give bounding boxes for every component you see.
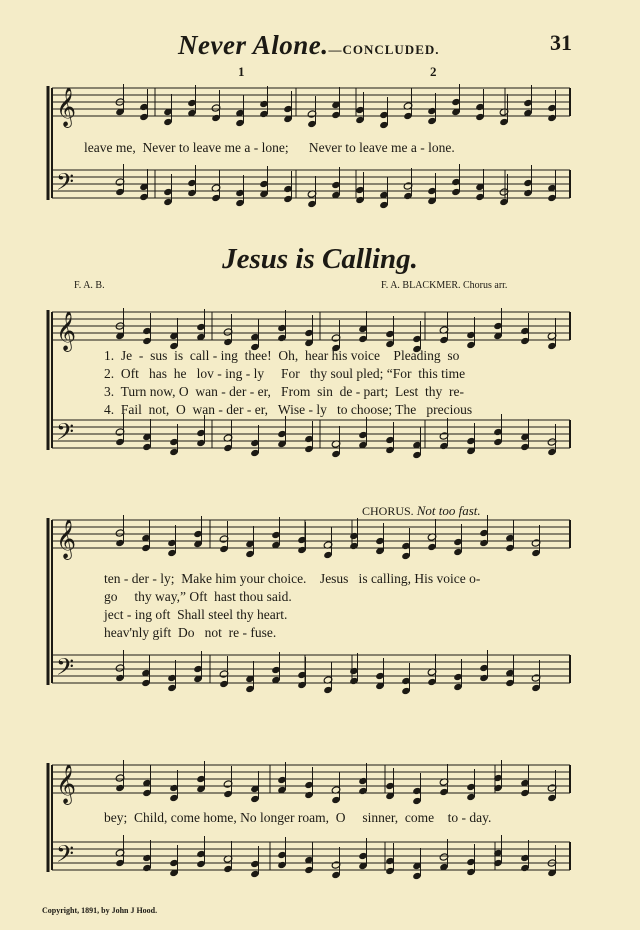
svg-text:𝄢: 𝄢 bbox=[56, 653, 75, 686]
svg-text:𝄢: 𝄢 bbox=[56, 840, 75, 873]
chorus-lyrics: bey; Child, come home, No longer roam, O sinner, come to - day. bbox=[104, 810, 492, 825]
svg-text:𝄢: 𝄢 bbox=[56, 418, 75, 451]
verse3-line: 3. Turn now, O wan - der - er, From sin de - part; Lest thy re- bbox=[104, 384, 465, 399]
ending-1-label: 1 bbox=[238, 64, 245, 79]
svg-text:𝄞: 𝄞 bbox=[56, 311, 77, 351]
hymn2-author-right: F. A. BLACKMER. Chorus arr. bbox=[381, 280, 508, 291]
hymn2-title: Jesus is Calling. bbox=[222, 243, 418, 275]
ending-2-label: 2 bbox=[430, 64, 437, 79]
verse4-line: 4. Fail not, O wan - der - er, Wise - ly to choose; The precious bbox=[104, 402, 473, 417]
svg-text:𝄞: 𝄞 bbox=[56, 764, 77, 804]
copyright-notice: Copyright, 1891, by John J Hood. bbox=[42, 906, 158, 915]
svg-text:𝄞: 𝄞 bbox=[56, 519, 77, 559]
chorus-label: CHORUS. Not too fast. bbox=[362, 503, 481, 518]
svg-text:𝄞: 𝄞 bbox=[56, 87, 77, 127]
hymn1-subtitle: —CONCLUDED. bbox=[328, 42, 440, 57]
hymn1-title: Never Alone.—CONCLUDED. bbox=[178, 30, 440, 60]
page-number: 31 bbox=[550, 30, 572, 55]
svg-text:𝄢: 𝄢 bbox=[56, 168, 75, 201]
tempo-marking: Not too fast. bbox=[416, 503, 481, 518]
hymn2-author-left: F. A. B. bbox=[74, 280, 105, 291]
verse4-continuation: heav'nly gift Do not re - fuse. bbox=[104, 625, 277, 640]
verse1-line: 1. Je - sus is call - ing thee! Oh, hear his voice Pleading so bbox=[104, 348, 460, 363]
verse2-continuation: go thy way,” Oft hast thou said. bbox=[104, 589, 292, 604]
verse2-line: 2. Oft has he lov - ing - ly For thy soul pled; “For this time bbox=[104, 366, 466, 381]
verse1-continuation: ten - der - ly; Make him your choice. Jesus is calling, His voice o- bbox=[104, 571, 481, 586]
verse3-continuation: ject - ing oft Shall steel thy heart. bbox=[104, 607, 288, 622]
hymn1-lyrics: leave me, Never to leave me a - lone; Never to leave me a - lone. bbox=[84, 140, 455, 155]
